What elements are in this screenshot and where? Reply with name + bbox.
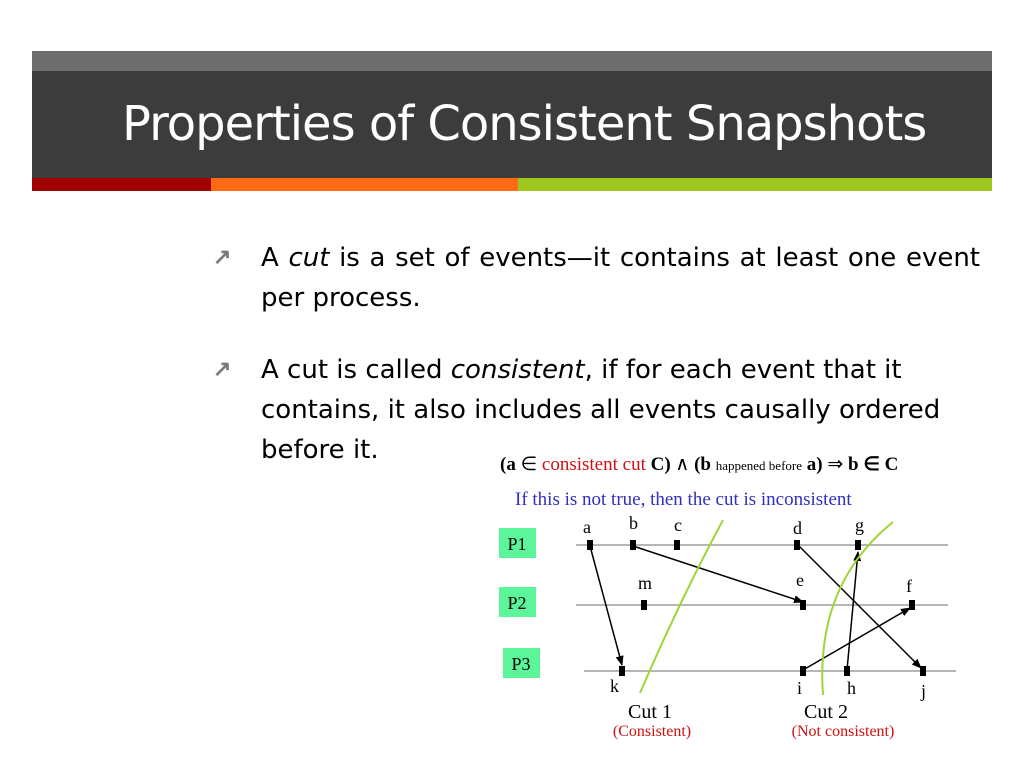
bullet-1-prefix: A bbox=[261, 243, 289, 273]
cut-1-label: Cut 1 bbox=[628, 701, 672, 723]
event-label-h: h bbox=[847, 678, 856, 698]
event-label-e: e bbox=[796, 570, 804, 590]
inconsistent-note: If this is not true, then the cut is inconsistent bbox=[515, 489, 852, 510]
event-label-c: c bbox=[674, 515, 682, 535]
cut-2-status: (Not consistent) bbox=[791, 723, 895, 740]
formula-b-in-c: b ∈ C bbox=[848, 454, 899, 475]
event-label-d: d bbox=[793, 518, 802, 538]
message-h-to-g bbox=[847, 552, 858, 670]
formula-and: ∧ bbox=[675, 454, 690, 475]
event-label-k: k bbox=[610, 676, 619, 696]
event-label-j: j bbox=[921, 681, 927, 701]
event-marker-j bbox=[920, 666, 926, 676]
bullet-1-em: cut bbox=[288, 243, 330, 273]
cut-2-label: Cut 2 bbox=[804, 701, 848, 723]
message-b-to-e bbox=[633, 546, 803, 602]
event-label-f: f bbox=[906, 576, 912, 596]
process-label-p1: P1 bbox=[507, 534, 527, 554]
formula-open-b: (b bbox=[694, 454, 711, 475]
arrow-up-right-icon: ↗ bbox=[213, 356, 232, 381]
event-marker-i bbox=[800, 666, 806, 676]
cut-1-status: (Consistent) bbox=[612, 723, 692, 740]
event-label-g: g bbox=[855, 515, 864, 535]
event-marker-b bbox=[630, 540, 636, 550]
process-label-p2: P2 bbox=[507, 593, 527, 613]
slide-title: Properties of Consistent Snapshots bbox=[122, 96, 927, 152]
event-label-a: a bbox=[583, 517, 591, 537]
bullet-1-suffix: is a set of events—it contains at least one event per process. bbox=[261, 243, 980, 313]
bullet-2-em: consistent bbox=[450, 355, 585, 385]
arrow-up-right-icon: ↗ bbox=[213, 244, 232, 269]
formula-implies: ⇒ bbox=[827, 454, 844, 475]
event-marker-m bbox=[641, 600, 647, 610]
event-marker-f bbox=[909, 600, 915, 610]
event-label-i: i bbox=[797, 678, 803, 698]
event-marker-k bbox=[619, 666, 625, 676]
formula-consistent-cut: consistent cut bbox=[541, 454, 646, 475]
formula-in: ∈ bbox=[520, 454, 538, 475]
formula bbox=[500, 454, 898, 475]
cut-1-curve bbox=[640, 520, 723, 693]
formula-open: (a bbox=[500, 454, 516, 475]
formula-a-close: a) bbox=[806, 454, 823, 475]
message-d-to-j bbox=[799, 546, 921, 668]
bullet-2-suffix: , if for each event that it contains, it also includes all events causally ordered before it. bbox=[261, 355, 941, 465]
event-label-b: b bbox=[629, 513, 638, 533]
event-marker-h bbox=[844, 666, 850, 676]
event-marker-e bbox=[800, 600, 806, 610]
event-marker-a bbox=[587, 540, 593, 550]
event-marker-d bbox=[794, 540, 800, 550]
event-marker-c bbox=[674, 540, 680, 550]
event-marker-g bbox=[855, 540, 861, 550]
bullet-2-prefix: A cut is called bbox=[261, 355, 451, 385]
process-label-p3: P3 bbox=[511, 654, 531, 674]
formula-c-close: C) bbox=[650, 454, 671, 475]
message-i-to-f bbox=[803, 608, 910, 670]
formula-happened-before: happened before bbox=[715, 458, 802, 473]
event-label-m: m bbox=[638, 573, 653, 593]
